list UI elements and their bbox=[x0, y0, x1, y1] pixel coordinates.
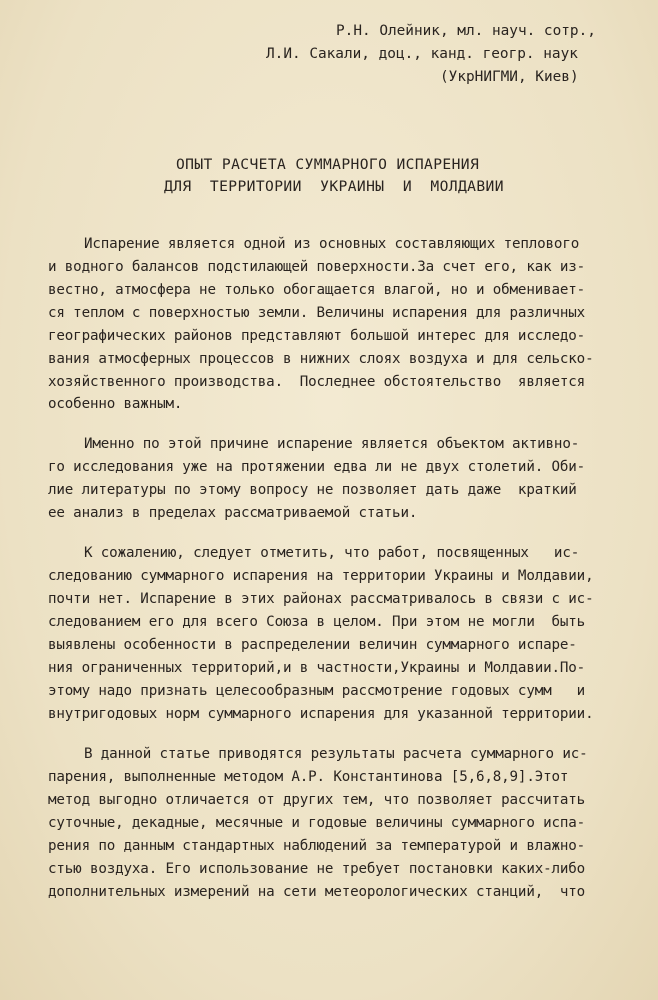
text-line: Именно по этой причине испарение является объектом активно- bbox=[84, 436, 580, 452]
text-line: рения по данным стандартных наблюдений за температурой и влажно- bbox=[48, 838, 586, 854]
text-line: В данной статье приводятся результаты расчета суммарного ис- bbox=[84, 746, 588, 762]
text-line: географических районов представляют большой интерес для исследо- bbox=[48, 328, 586, 344]
text-line: ся теплом с поверхностью земли. Величины испарения для различных bbox=[48, 305, 586, 321]
text-line: выявлены особенности в распределении величин суммарного испаре- bbox=[48, 637, 577, 653]
text-line: дополнительных измерений на сети метеорологических станций, что bbox=[48, 884, 586, 900]
text-line: парения, выполненные методом А.Р. Константинова [5,6,8,9].Этот bbox=[48, 769, 569, 785]
text-line: вестно, атмосфера не только обогащается влагой, но и обменивает- bbox=[48, 282, 586, 298]
text-line: вания атмосферных процессов в нижних слоях воздуха и для сельско- bbox=[48, 351, 594, 367]
text-line: го исследования уже на протяжении едва ли не двух столетий. Оби- bbox=[48, 459, 586, 475]
text-line: особенно важным. bbox=[48, 396, 183, 412]
text-line: суточные, декадные, месячные и годовые величины суммарного испа- bbox=[48, 815, 586, 831]
author-line: Р.Н. Олейник, мл. науч. сотр., bbox=[336, 23, 596, 39]
text-line: К сожалению, следует отметить, что работ, посвященных ис- bbox=[84, 545, 580, 561]
author-line: Л.И. Сакали, доц., канд. геогр. наук bbox=[266, 46, 578, 62]
text-line: следованию суммарного испарения на территории Украины и Молдавии, bbox=[48, 568, 594, 584]
text-line: ния ограниченных территорий,и в частности,Украины и Молдавии.По- bbox=[48, 660, 586, 676]
text-line: стью воздуха. Его использование не требует постановки каких-либо bbox=[48, 861, 586, 877]
text-line: Испарение является одной из основных составляющих теплового bbox=[84, 236, 580, 252]
title-line: ДЛЯ ТЕРРИТОРИИ УКРАИНЫ И МОЛДАВИИ bbox=[164, 178, 504, 195]
text-line: внутригодовых норм суммарного испарения для указанной территории. bbox=[48, 706, 594, 722]
text-line: этому надо признать целесообразным рассмотрение годовых сумм и bbox=[48, 683, 586, 699]
title-line: ОПЫТ РАСЧЕТА СУММАРНОГО ИСПАРЕНИЯ bbox=[176, 156, 480, 173]
text-line: лие литературы по этому вопросу не позволяет дать даже краткий bbox=[48, 482, 577, 498]
text-line: почти нет. Испарение в этих районах рассматривалось в связи с ис- bbox=[48, 591, 594, 607]
text-line: следованием его для всего Союза в целом. При этом не могли быть bbox=[48, 614, 586, 630]
text-line: хозяйственного производства. Последнее обстоятельство является bbox=[48, 374, 586, 390]
text-line: метод выгодно отличается от других тем, что позволяет рассчитать bbox=[48, 792, 586, 808]
author-affiliation: (УкрНИГМИ, Киев) bbox=[440, 69, 579, 85]
text-line: ее анализ в пределах рассматриваемой статьи. bbox=[48, 505, 418, 521]
text-line: и водного балансов подстилающей поверхности.За счет его, как из- bbox=[48, 259, 586, 275]
